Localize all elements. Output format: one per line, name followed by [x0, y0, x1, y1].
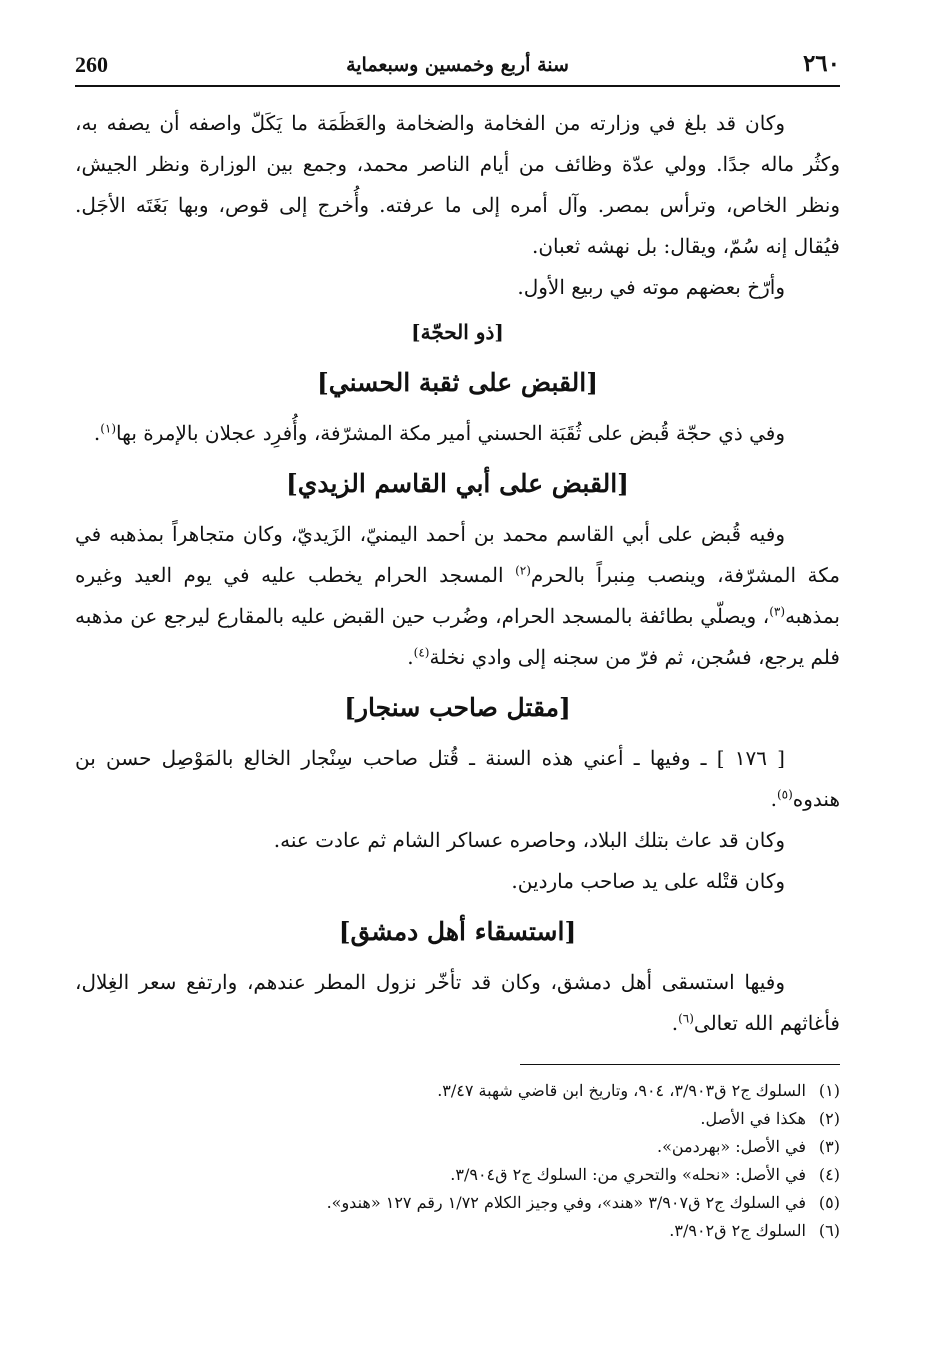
paragraph-end: .: [671, 1011, 679, 1035]
section-heading: [القبض على أبي القاسم الزيدي]: [285, 469, 630, 498]
footnote: [75, 1133, 840, 1161]
book-page: [75, 40, 840, 1245]
footnote: [75, 1105, 840, 1133]
page-header: [75, 40, 840, 87]
footnote-text: في السلوك ج٢ ق٣/٩٠٧ «هند»، وفي وجيز الكلام ١/٧٢ رقم ١٢٧ «هندو».: [326, 1193, 806, 1212]
footnote: [75, 1189, 840, 1217]
footnote-ref: (١): [100, 421, 117, 436]
footnote: [75, 1077, 840, 1105]
footnote: [75, 1217, 840, 1245]
footnote-ref: (٥): [776, 787, 793, 802]
footnote-text: في الأصل: «بهردمن».: [656, 1137, 806, 1156]
paragraph: وكان قتْله على يد صاحب ماردين.: [511, 869, 785, 893]
main-text: [75, 103, 840, 1044]
footnote-ref: (٦): [678, 1011, 694, 1026]
section-heading: [القبض على ثقبة الحسني]: [316, 368, 599, 397]
footnote-number: (٣): [818, 1137, 840, 1156]
footnote: [75, 1161, 840, 1189]
paragraph-text: ، ويصلّي بطائفة بالمسجد الحرام، وضُرب حين القبض عليه بالمقارع ليرجع عن مذهبه فلم يرجع، فسُجن، ثم فرّ من سجنه إلى وادي نخلة: [75, 604, 840, 669]
paragraph: وكان قد بلغ في وزارته من الفخامة والضخامة والعَظَمَة ما يَكَلّ واصفه أن يصفه به، وكثُر ماله جدًا. وولي عدّة وظائف من أيام الناصر محمد، وجمع بين الوزارة ونظر الجيش، ونظر الخاص، وترأس بمصر. وآل أمره إلى ما عرفته. وأُخرج إلى قوص، وبها بَغَتَه الأجَل. فيُقال إنه سُمّ، ويقال: بل نهشه ثعبان.: [75, 111, 840, 258]
paragraph: [75, 413, 840, 454]
paragraph-text: وفي ذي حجّة قُبض على ثُقَبَة الحسني أمير مكة المشرّفة، وأُفرِد عجلان بالإمرة بها: [116, 421, 785, 445]
footnote-number: (٥): [818, 1193, 840, 1212]
footnote-text: السلوك ج٢ ق٣/٩٠٣، ٩٠٤، وتاريخ ابن قاضي شهبة ٣/٤٧.: [437, 1081, 806, 1100]
footnote-number: (٦): [818, 1221, 840, 1240]
paragraph-end: .: [93, 421, 101, 445]
paragraph: [75, 738, 840, 820]
footnote-text: هكذا في الأصل.: [700, 1109, 806, 1128]
paragraph-end: .: [770, 787, 777, 811]
footnote-divider: [520, 1064, 840, 1065]
footnote-number: (١): [818, 1081, 840, 1100]
footnote-ref: (٢): [515, 563, 531, 578]
section-heading: [استسقاء أهل دمشق]: [338, 917, 577, 946]
paragraph: [75, 962, 840, 1044]
footnote-ref: (٣): [769, 604, 786, 619]
section-heading: [مقتل صاحب سنجار]: [344, 693, 571, 722]
paragraph: [75, 514, 840, 678]
paragraph-text: [ ١٧٦ ] ـ وفيها ـ أعني هذه السنة ـ قُتل صاحب سِنْجار الخالع بالمَوْصِل حسن بن هندوه: [75, 746, 840, 811]
paragraph-text: المسجد الحرام يخطب عليه في يوم العيد وغيره بمذهبه: [75, 563, 840, 628]
page-number-latin: 260: [75, 52, 108, 77]
paragraph-text: وفيها استسقى أهل دمشق، وكان قد تأخّر نزول المطر عندهم، وارتفع سعر الغِلال، فأغاثهم الله تعالى: [75, 970, 840, 1035]
paragraph: وأرّخ بعضهم موته في ربيع الأول.: [517, 275, 785, 299]
footnote-text: السلوك ج٢ ق٣/٩٠٢.: [669, 1221, 806, 1240]
footnote-text: في الأصل: «نحله» والتحري من: السلوك ج٢ ق٣/٩٠٤.: [450, 1165, 806, 1184]
footnote-number: (٤): [818, 1165, 840, 1184]
paragraph: وكان قد عاث بتلك البلاد، وحاصره عساكر الشام ثم عادت عنه.: [273, 828, 785, 852]
footnote-ref: (٤): [413, 645, 430, 660]
footnote-number: (٢): [818, 1109, 840, 1128]
running-title: سنة أربع وخمسين وسبعماية: [346, 54, 569, 76]
page-number-arabic: ٢٦٠: [802, 50, 840, 77]
month-heading: [ذو الحجّة]: [411, 320, 504, 344]
paragraph-text: وفيه قُبض على أبي القاسم محمد بن أحمد اليمنيّ، الزَيديّ، وكان متجاهراً بمذهبه في مكة المشرّفة، وينصب مِنبراً بالحرم: [75, 522, 841, 587]
paragraph-end: .: [407, 645, 414, 669]
footnotes: [75, 1064, 840, 1245]
